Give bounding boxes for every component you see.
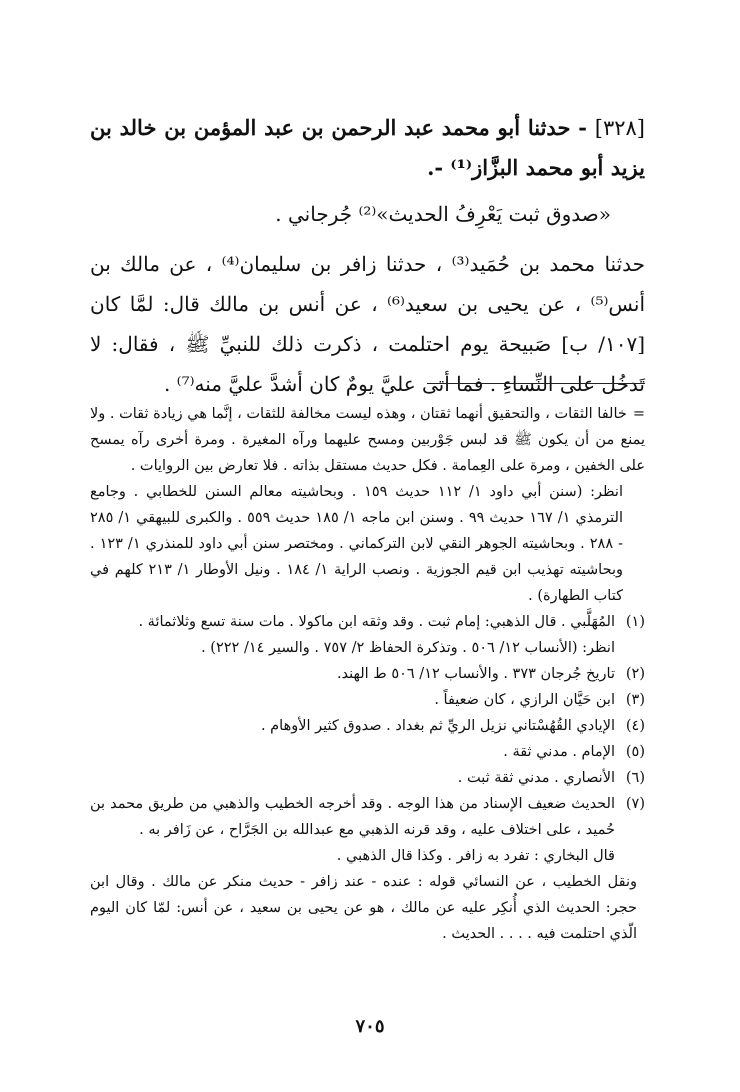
footnote-text: الإيادي القُهُسْتاني نزيل الريِّ ثم بغداد . صدوق كثير الأوهام . [260,718,615,734]
entry-heading-text: - حدثنا أبو محمد عبد الرحمن بن عبد المؤمن بن خالد بن يزيد أبو محمد البزَّاز⁽¹⁾ -. [90,115,645,180]
footnotes [90,401,645,947]
entry-body: حدثنا محمد بن حُمَيد⁽³⁾ ، حدثنا زافر بن سليمان⁽⁴⁾ ، عن مالك بن أنس⁽⁵⁾ ، عن يحيى بن سعيد⁽⁶⁾ ، عن أنس بن مالك قال: لمَّا كان [١٠٧/ ب] صَبيحة يوم احتلمت ، ذكرت ذلك للنبيِّ ﷺ ، فقال: لا تَدخُل على النِّساءِ . فما أتى عليَّ يومٌ كان أشدَّ عليَّ منه⁽⁷⁾ . [90,252,646,396]
footnote-7-nasai: ونقل الخطيب ، عن النسائي قوله : عنده - عند زافر - حديث منكر عن مالك . وقال ابن حجر: الحديث الذي أُنكِر عليه عن مالك ، هو عن يحيى بن سعيد ، عن أنس: لمّا كان اليوم الّذي احتلمت فيه . . . . الحديث . [90,874,637,942]
footnote-7-bukhari: قال البخاري : تفرد به زافر . وكذا قال الذهبي . [336,848,615,864]
page-number: ٧٠٥ [355,1016,385,1037]
footnote-number: (١) [625,614,645,630]
footnote-text: المُهَلَّبي . قال الذهبي: إمام ثبت . وقد وثقه ابن ماكولا . مات سنة تسع وثلاثمائة . [138,614,615,630]
footnote-item [90,661,645,687]
footnote-item [90,791,645,843]
entry-verdict: «صدوق ثبت يَعْرِفُ الحديث»⁽²⁾ جُرجاني . [275,202,611,226]
footnote-item [90,609,645,635]
main-text [90,108,645,404]
footnote-item [90,713,645,739]
footnote-text: الإمام . مدني ثقة . [503,744,615,760]
continuation-mark: = [632,406,645,422]
footnote-continuation [90,401,645,479]
footnote-references: انظر: (سنن أبي داود ١/ ١١٢ حديث ١٥٩ . وبحاشيته معالم السنن للخطابي . وجامع الترمذي ١/ ١٦٧ حديث ٩٩ . وسنن ابن ماجه ١/ ١٨٥ حديث ٥٥٩ . والكبرى للبيهقي ١/ ٢٨٥ - ٢٨٨ . وبحاشيته الجوهر النقي لابن التركماني . ومختصر سنن أبي داود للمنذري ١/ ١٢٣ . وبحاشيته تهذيب ابن قيم الجوزية . ونصب الراية ١/ ١٨٤ . ونيل الأوطار ١/ ٢١٣ كلهم في كتاب الطهارة) . [90,484,624,604]
footnote-number: (٣) [625,692,645,708]
footnote-text: تاريخ جُرجان ٣٧٣ . والأنساب ١٢/ ٥٠٦ ط الهند. [336,666,615,682]
entry-heading [90,108,645,188]
entry-number: [٣٢٨] [594,116,645,140]
footnote-divider [427,383,645,384]
footnote-number: (٥) [625,744,645,760]
footnote-item [90,765,645,791]
continuation-text: خالفا الثقات ، والتحقيق أنهما ثقتان ، وهذه ليست مخالفة للثقات ، إنَّما هي زيادة ثقات . ولا يمنع من أن يكون ﷺ قد لبس جَوْربين ومسح عليهما ورآه المغيرة . ومرة أخرى رآه يمسح على الخفين ، ومرة على العِمامة . فكل حديث مستقل بذاته . فلا تعارض بين الروايات . [90,406,645,474]
footnote-1-reference: انظر: (الأنساب ١٢/ ٥٠٦ . وتذكرة الحفاظ ٢/ ٧٥٧ . والسير ١٤/ ٢٢٢) . [201,640,615,656]
footnote-text: الحديث ضعيف الإسناد من هذا الوجه . وقد أخرجه الخطيب والذهبي من طريق محمد بن حُميد ، على اختلاف عليه ، وقد قرنه الذهبي مع عبدالله بن الجَرَّاح ، عن زَافر به . [90,796,615,838]
footnote-number: (٤) [625,718,645,734]
footnote-text: ابن حَيَّان الرازي ، كان ضعيفاً . [434,692,615,708]
footnote-text: الأنصاري . مدني ثقة ثبت . [457,770,615,786]
footnote-item [90,687,645,713]
footnote-item [90,739,645,765]
footnote-number: (٦) [625,770,645,786]
footnote-number: (٢) [625,666,645,682]
footnote-number: (٧) [625,796,645,812]
